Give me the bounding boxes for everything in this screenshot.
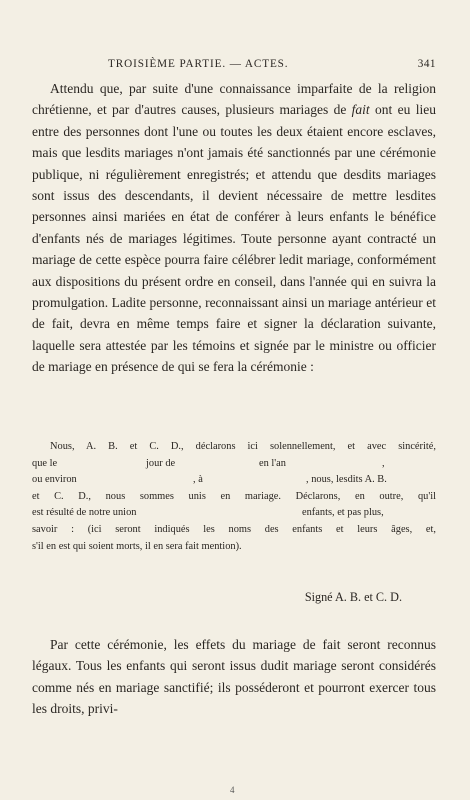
paragraph-ceremonie xyxy=(32,634,436,720)
declaration-fragment: , nous, lesdits A. B. xyxy=(306,474,387,486)
declaration-line xyxy=(32,472,436,489)
declaration-fragment: que le xyxy=(32,457,58,469)
signature-line: Signé A. B. et C. D. xyxy=(304,590,402,604)
declaration-fragment: ou environ xyxy=(32,474,77,486)
paragraph-attendu xyxy=(32,78,436,378)
declaration-line: s'il en est qui soient morts, il en sera fait mention). xyxy=(32,540,242,552)
italic-word-fait: fait xyxy=(351,102,370,118)
declaration-line: et C. D., nous sommes unis en mariage. Déclarons, en outre, qu'il xyxy=(32,490,436,502)
paragraph-text: Par cette cérémonie, les effets du mariage de fait seront reconnus légaux. Tous les enfants qui seront issus dudit mariage seront considérés comme nés en mariage sanctifié; ils posséderont et pourront exercer tous les droits, privi- xyxy=(32,637,436,717)
paragraph-text xyxy=(32,78,436,378)
paragraph-text-part: Attendu que, par suite d'une connaissance imparfaite de la religion chrétienne, et par d'autres causes, plusieurs mariages de xyxy=(32,81,436,118)
declaration-fragment: est résulté de notre union xyxy=(32,507,137,519)
declaration-line xyxy=(32,456,436,473)
page-number: 341 xyxy=(417,58,436,70)
declaration-fragment: , xyxy=(382,457,385,469)
declaration-fragment: jour de xyxy=(146,457,176,469)
declaration-fragment: en l'an xyxy=(259,457,286,469)
footer-signature-mark: 4 xyxy=(230,785,235,795)
declaration-form xyxy=(32,439,436,555)
declaration-fragment: enfants, et pas plus, xyxy=(302,507,384,519)
declaration-fragment: , à xyxy=(193,474,203,486)
running-title: TROISIÈME PARTIE. — ACTES. xyxy=(108,58,289,70)
declaration-line xyxy=(32,505,436,522)
paragraph-text-part: ont eu lieu entre des personnes dont l'une ou toutes les deux étaient encore esclaves, mais que lesdits mariages n'ont jamais été sanctionnés par une cérémonie publique, ni régulièrement enregistrés; et attendu que desdits mariages sont issus des descendants, il devient nécessaire de mettre lesdites personnes ainsi mariées en état de conférer à leurs enfants le bénéfice d'enfants nés de mariages légitimes. Toute personne ayant contracté un mariage de cette espèce pourra faire célébrer ledit mariage, conformément aux dispositions du présent ordre en conseil, dans l'année qui en suivra la promulgation. Ladite personne, reconnaissant ainsi un mariage antérieur et de fait, devra en même temps faire et signer la déclaration suivante, laquelle sera attestée par les témoins et signée par le ministre ou officier de mariage en présence de qui se fera la cérémonie : xyxy=(32,102,436,375)
declaration-line: Nous, A. B. et C. D., déclarons ici solennellement, et avec sincérité, xyxy=(50,441,436,452)
declaration-line: savoir : (ici seront indiqués les noms des enfants et leurs âges, et, xyxy=(32,523,436,535)
